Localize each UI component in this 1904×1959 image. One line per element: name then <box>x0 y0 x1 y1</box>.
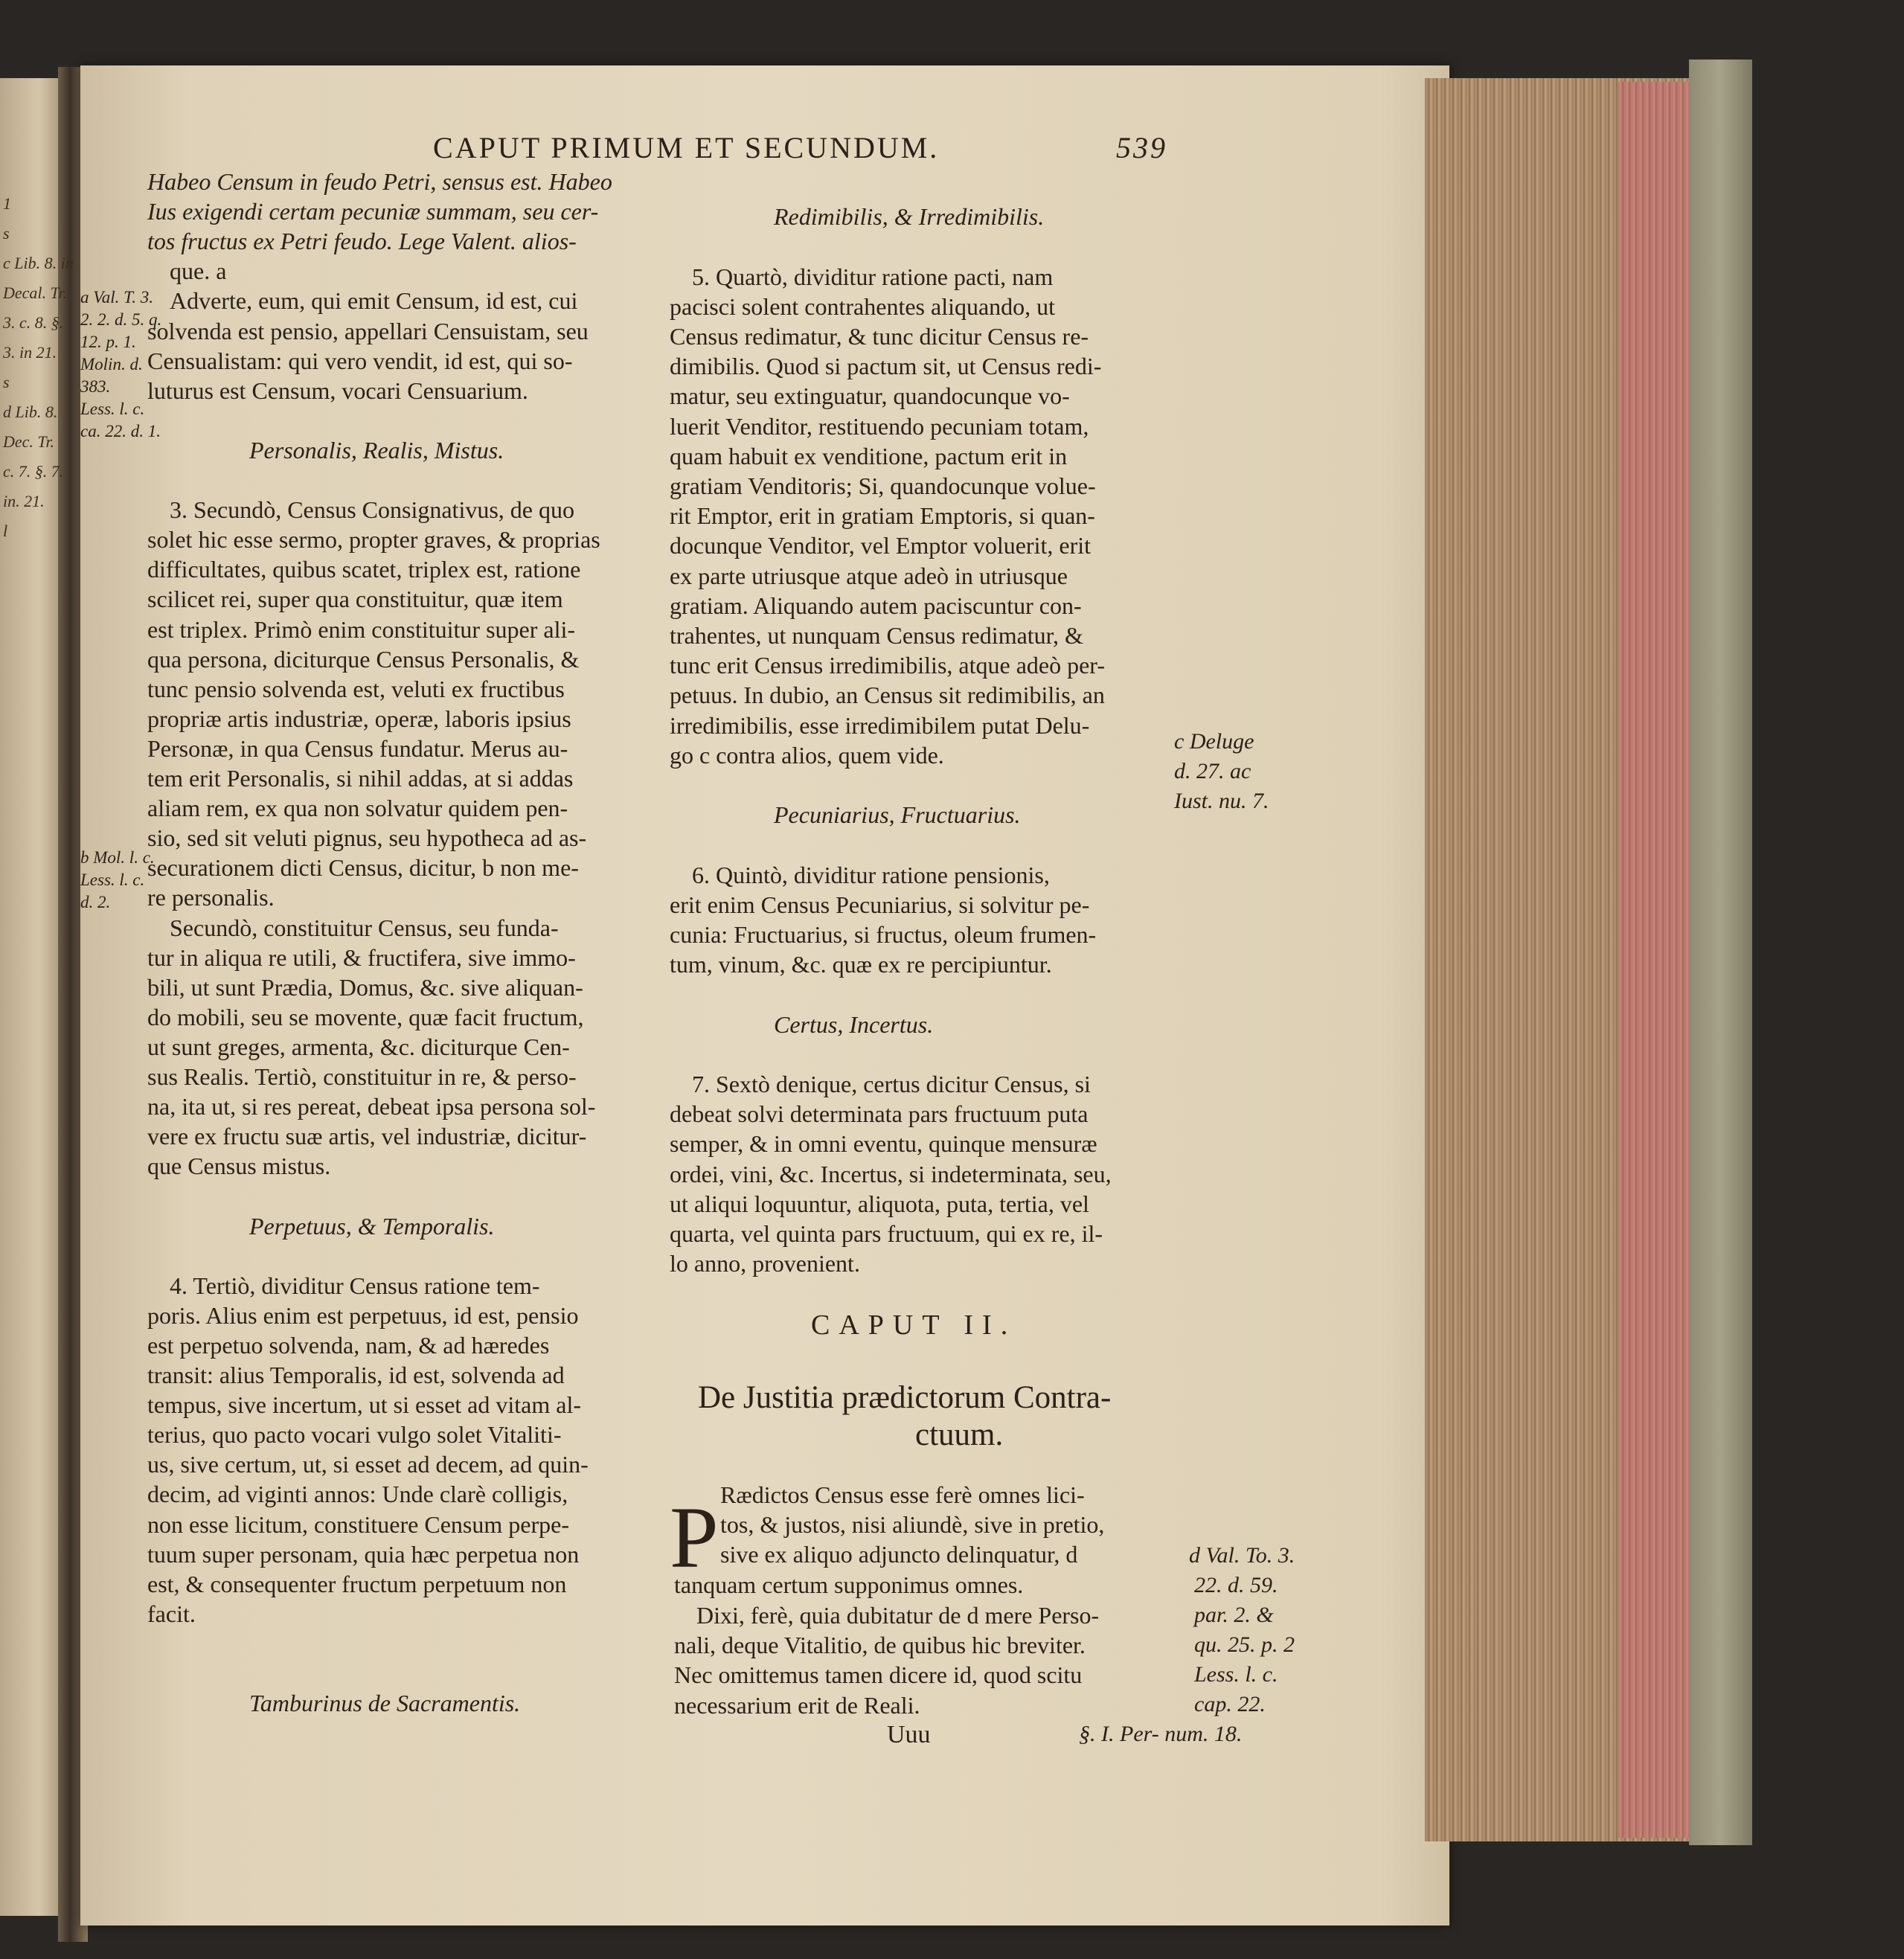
margin-note: 22. d. 59. <box>1194 1573 1278 1597</box>
margin-note: d. 27. ac <box>1174 759 1251 783</box>
text-line: quam habuit ex venditione, pactum erit in <box>670 442 1068 469</box>
text-line: ut aliqui loquuntur, aliquota, puta, tertia, vel <box>670 1190 1089 1217</box>
text-line: pacisci solent contrahentes aliquando, ut <box>670 292 1056 320</box>
facing-margin-note: c. 7. §. 7. <box>3 462 64 481</box>
text-line: Secundò, constituitur Census, seu funda- <box>170 914 559 941</box>
text-line: necessarium erit de Reali. <box>674 1691 920 1719</box>
text-line: semper, & in omni eventu, quinque mensuræ <box>670 1130 1097 1158</box>
text-line: luerit Venditor, restituendo pecuniam totam, <box>670 412 1089 440</box>
text-line: debeat solvi determinata pars fructuum puta <box>670 1100 1089 1128</box>
text-line: aliam rem, ex qua non solvatur quidem pen- <box>147 795 568 822</box>
facing-margin-note: Decal. Tr. <box>3 283 68 302</box>
text-line: 5. Quartò, dividitur ratione pacti, nam <box>692 263 1054 290</box>
text-line: sio, sed sit veluti pignus, seu hypotheca ad as- <box>147 824 587 852</box>
text-line: Adverte, eum, qui emit Censum, id est, cui <box>170 287 578 315</box>
text-line: facit. <box>147 1600 196 1627</box>
text-line: 7. Sextò denique, certus dicitur Census, si <box>692 1071 1091 1097</box>
text-line: na, ita ut, si res pereat, debeat ipsa persona sol- <box>147 1093 596 1120</box>
margin-note: d. 2. <box>80 893 111 911</box>
text-line: re personalis. <box>147 884 275 911</box>
margin-note: qu. 25. p. 2 <box>1194 1632 1295 1657</box>
margin-note: a Val. T. 3. <box>80 288 153 307</box>
text-line: lo anno, provenient. <box>670 1250 860 1277</box>
margin-note: b Mol. l. c. <box>80 848 155 867</box>
margin-note: cap. 22. <box>1194 1692 1266 1716</box>
text-line: tos fructus ex Petri feudo. Lege Valent. alios- <box>147 228 577 255</box>
text-line: Rædictos Census esse ferè omnes lici- <box>720 1481 1085 1508</box>
text-line: 3. Secundò, Census Consignativus, de quo <box>170 496 574 524</box>
text-line: dimibilis. Quod si pactum sit, ut Census redi- <box>670 353 1102 380</box>
text-line: tempus, sive incertum, ut si esset ad vitam al- <box>147 1391 581 1419</box>
text-line: tem erit Personalis, si nihil addas, at si addas <box>147 765 574 792</box>
margin-note: Iust. nu. 7. <box>1174 789 1269 813</box>
text-line: matur, seu extinguatur, quandocunque vo- <box>670 382 1070 410</box>
text-line: tuum super personam, quia hæc perpetua non <box>147 1540 580 1568</box>
text-line: gratiam. Aliquando autem paciscuntur con- <box>670 591 1082 619</box>
text-line: decim, ad viginti annos: Unde clarè colligis, <box>147 1481 568 1508</box>
text-line: Census redimatur, & tunc dicitur Census re- <box>670 323 1089 350</box>
book-cover-board <box>1689 60 1752 1845</box>
text-line: Dixi, ferè, quia dubitatur de d mere Perso- <box>696 1602 1100 1629</box>
text-line: Habeo Censum in feudo Petri, sensus est. Habeo <box>147 168 612 195</box>
text-line: Nec omittemus tamen dicere id, quod scitu <box>674 1661 1083 1689</box>
margin-note: 12. p. 1. <box>80 333 136 351</box>
signature-mark: Uuu <box>887 1721 931 1748</box>
chapter-title-line-1: De Justitia prædictorum Contra- <box>698 1380 1112 1415</box>
text-line: Censualistam: qui vero vendit, id est, qui so- <box>147 347 573 374</box>
text-line: ex parte utriusque atque adeò in utriusque <box>670 562 1068 589</box>
text-line: irredimibilis, esse irredimibilem putat Delu- <box>670 711 1090 739</box>
margin-note: Molin. d. <box>80 355 143 373</box>
text-line: scilicet rei, super qua constituitur, quæ item <box>147 586 563 613</box>
text-line: non esse licitum, constituere Censum perpe- <box>147 1510 569 1538</box>
text-line: Redimibilis, & Irredimibilis. <box>774 203 1045 231</box>
text-line: Personalis, Realis, Mistus. <box>249 436 504 464</box>
chapter-title-line-2: ctuum. <box>915 1417 1004 1452</box>
text-line: sus Realis. Tertiò, constituitur in re, & perso- <box>147 1063 577 1090</box>
text-line: tunc erit Census irredimibilis, atque adeò per- <box>670 652 1105 679</box>
text-line: nali, deque Vitalitio, de quibus hic breviter. <box>674 1632 1086 1659</box>
text-line: que. a <box>170 257 227 285</box>
text-line: gratiam Venditoris; Si, quandocunque volue- <box>670 472 1096 499</box>
page-number: 539 <box>1116 131 1167 164</box>
text-line: tum, vinum, &c. quæ ex re percipiuntur. <box>670 951 1052 978</box>
facing-margin-note: s <box>3 224 10 243</box>
text-line: est, & consequenter fructum perpetuum non <box>147 1570 567 1597</box>
text-line: tanquam certum supponimus omnes. <box>674 1571 1024 1598</box>
facing-margin-note: l <box>3 522 8 540</box>
facing-margin-note: 1 <box>3 194 11 213</box>
text-line: docunque Venditor, vel Emptor voluerit, erit <box>670 532 1091 560</box>
margin-note: 383. <box>80 377 111 396</box>
facing-margin-note: c Lib. 8. in <box>3 254 74 272</box>
text-line: que Census mistus. <box>147 1152 331 1180</box>
facing-margin-note: d Lib. 8. <box>3 403 58 421</box>
text-line: terius, quo pacto vocari vulgo solet Vitaliti- <box>147 1421 562 1449</box>
drop-cap: P <box>670 1489 719 1586</box>
text-line: tur in aliqua re utili, & fructifera, sive immo- <box>147 943 576 971</box>
text-line: sive ex aliquo adjuncto delinquatur, d <box>720 1541 1078 1568</box>
text-line: Certus, Incertus. <box>774 1010 934 1038</box>
margin-note: c Deluge <box>1174 729 1254 754</box>
text-line: difficultates, quibus scatet, triplex est, ratione <box>147 556 581 583</box>
facing-margin-note: Dec. Tr. <box>3 432 55 451</box>
margin-note: Less. l. c. <box>80 871 145 889</box>
facing-margin-note: in. 21. <box>3 492 45 510</box>
margin-note: §. I. Per- num. 18. <box>1079 1722 1243 1746</box>
text-line: ut sunt greges, armenta, &c. diciturque Cen- <box>147 1033 570 1060</box>
text-line: Pecuniarius, Fructuarius. <box>774 801 1021 829</box>
facing-margin-note: s <box>3 373 10 391</box>
text-line: rit Emptor, erit in gratiam Emptoris, si quan- <box>670 502 1095 530</box>
text-line: tunc pensio solvenda est, veluti ex fructibus <box>147 675 565 702</box>
text-line: qua persona, diciturque Census Personalis, & <box>147 645 580 673</box>
text-line: erit enim Census Pecuniarius, si solvitur pe- <box>670 891 1090 918</box>
text-line: do mobili, seu se movente, quæ facit fructum, <box>147 1003 584 1030</box>
text-line: solet hic esse sermo, propter graves, & proprias <box>147 526 600 554</box>
text-line: tos, & justos, nisi aliundè, sive in pretio, <box>720 1511 1105 1539</box>
text-line: propriæ artis industriæ, operæ, laboris ipsius <box>147 705 571 732</box>
running-head-title: CAPUT PRIMUM ET SECUNDUM. <box>433 131 940 164</box>
margin-note: Less. l. c. <box>80 400 145 418</box>
facing-margin-note: 3. in 21. <box>3 343 57 362</box>
text-line: securationem dicti Census, dicitur, b non me- <box>147 854 579 882</box>
text-line: cunia: Fructuarius, si fructus, oleum frumen- <box>670 921 1097 948</box>
margin-note: d Val. To. 3. <box>1189 1543 1295 1568</box>
text-line: Perpetuus, & Temporalis. <box>249 1212 495 1240</box>
text-line: Ius exigendi certam pecuniæ summam, seu cer- <box>147 198 599 225</box>
text-line: luturus est Censum, vocari Censuarium. <box>147 376 528 404</box>
caput-heading: CAPUT II. <box>811 1309 1017 1341</box>
text-line: solvenda est pensio, appellari Censuistam, seu <box>147 317 589 344</box>
text-line: vere ex fructu suæ artis, vel industriæ, dicitur- <box>147 1123 587 1150</box>
text-line: 4. Tertiò, dividitur Census ratione tem- <box>170 1272 540 1299</box>
margin-note: Less. l. c. <box>1194 1662 1278 1687</box>
text-line: quarta, vel quinta pars fructuum, qui ex re, il- <box>670 1220 1103 1247</box>
text-line: est perpetuo solvenda, nam, & ad hæredes <box>147 1331 550 1359</box>
text-line: Tamburinus de Sacramentis. <box>249 1690 521 1717</box>
text-line: go c contra alios, quem vide. <box>670 741 944 769</box>
text-line: us, sive certum, ut, si esset ad decem, ad quin- <box>147 1451 589 1478</box>
text-line: transit: alius Temporalis, id est, solvenda ad <box>147 1362 565 1388</box>
text-line: Personæ, in qua Census fundatur. Merus au- <box>147 734 568 762</box>
margin-note: ca. 22. d. 1. <box>80 422 161 440</box>
text-line: est triplex. Primò enim constituitur super ali- <box>147 615 576 643</box>
text-line: ordei, vini, &c. Incertus, si indeterminata, seu, <box>670 1160 1112 1187</box>
margin-note: 2. 2. d. 5. q. <box>80 310 162 329</box>
margin-note: par. 2. & <box>1194 1603 1274 1627</box>
text-line: poris. Alius enim est perpetuus, id est, pensio <box>147 1301 579 1329</box>
text-line: petuus. In dubio, an Census sit redimibilis, an <box>670 682 1105 709</box>
text-line: 6. Quintò, dividitur ratione pensionis, <box>692 861 1050 888</box>
text-line: bili, ut sunt Prædia, Domus, &c. sive aliquan- <box>147 973 583 1001</box>
text-line: trahentes, ut nunquam Census redimatur, & <box>670 622 1083 649</box>
facing-margin-note: 3. c. 8. §. <box>3 313 64 332</box>
